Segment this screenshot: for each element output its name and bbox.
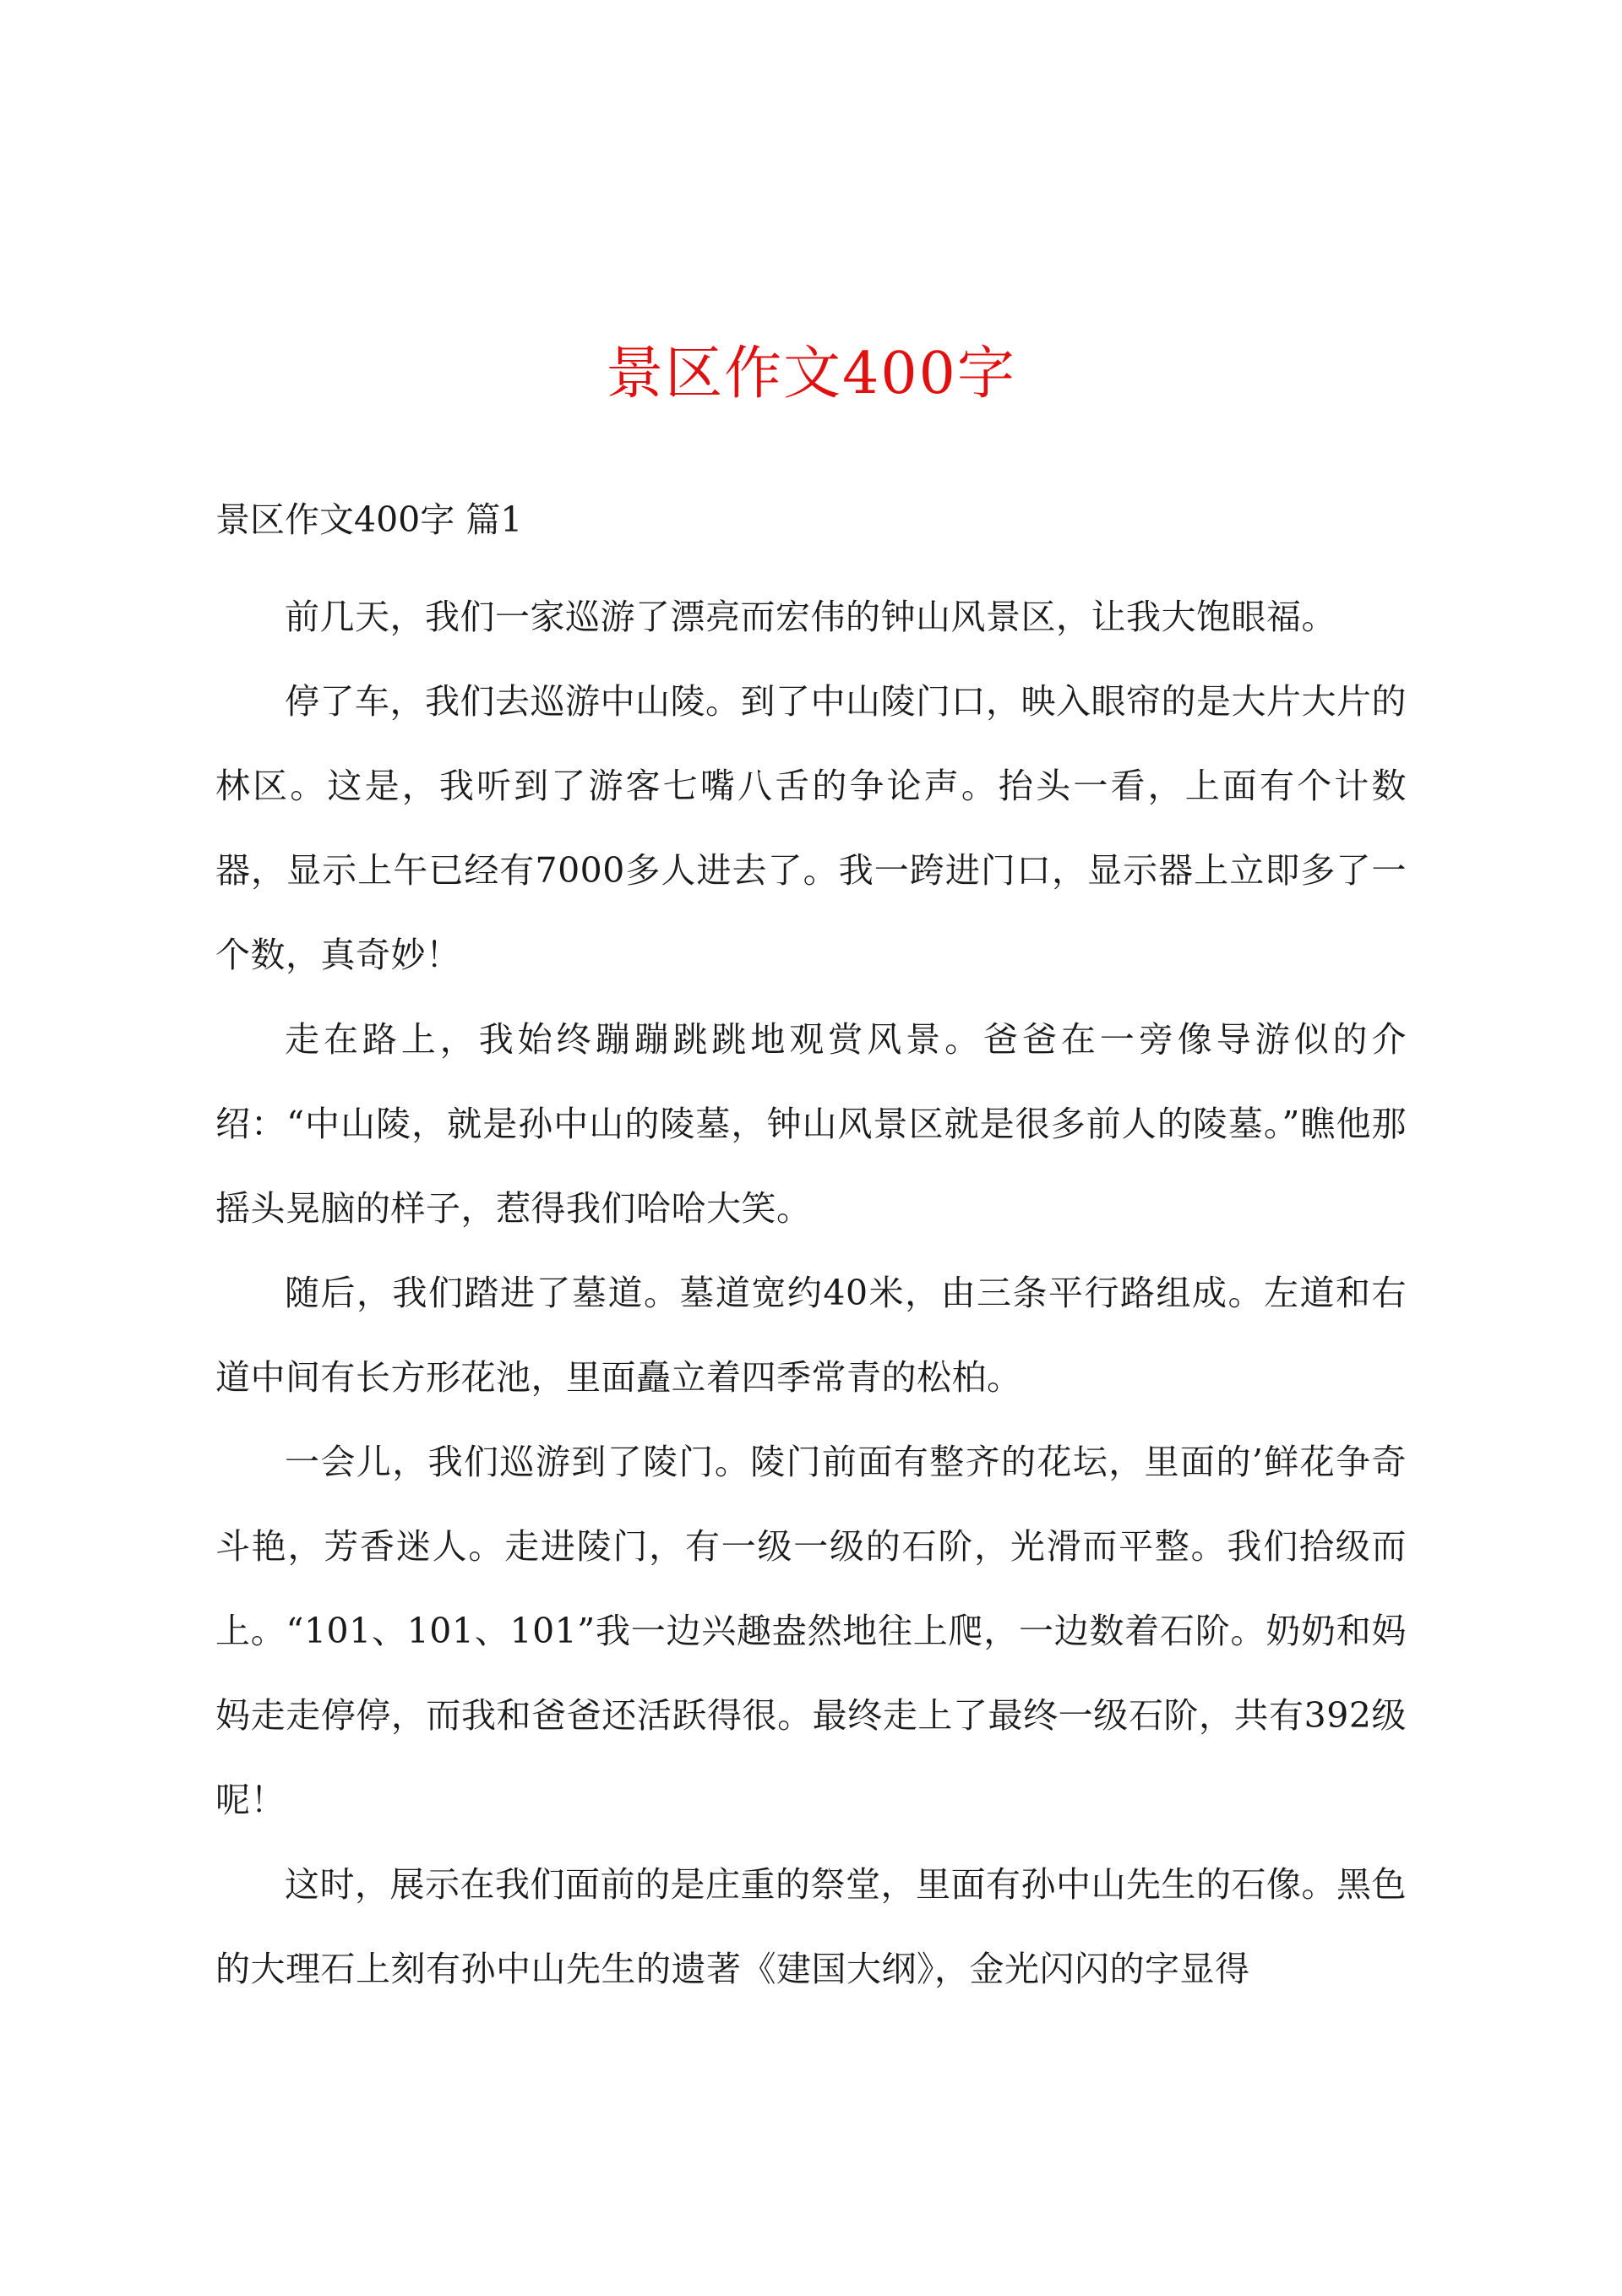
document-body xyxy=(215,490,1407,2011)
paragraph-3: 走在路上，我始终蹦蹦跳跳地观赏风景。爸爸在一旁像导游似的介绍：“中山陵，就是孙中山的陵墓，钟山风景区就是很多前人的陵墓。”瞧他那摇头晃脑的样子，惹得我们哈哈大笑。 xyxy=(215,1019,1407,1229)
section-heading: 景区作文400字 篇1 xyxy=(215,499,523,540)
paragraph-6: 这时，展示在我们面前的是庄重的祭堂，里面有孙中山先生的石像。黑色的大理石上刻有孙中山先生的遗著《建国大纲》，金光闪闪的字显得 xyxy=(215,1864,1407,1989)
paragraph-5: 一会儿，我们巡游到了陵门。陵门前面有整齐的花坛，里面的’鲜花争奇斗艳，芳香迷人。走进陵门，有一级一级的石阶，光滑而平整。我们拾级而上。“101、101、101”我一边兴趣盎然地往上爬，一边数着石阶。奶奶和妈妈走走停停，而我和爸爸还活跃得很。最终走上了最终一级石阶，共有392级呢！ xyxy=(215,1442,1407,1820)
paragraph-4: 随后，我们踏进了墓道。墓道宽约40米，由三条平行路组成。左道和右道中间有长方形花池，里面矗立着四季常青的松柏。 xyxy=(215,1273,1407,1398)
paragraph-2: 停了车，我们去巡游中山陵。到了中山陵门口，映入眼帘的是大片大片的林区。这是，我听到了游客七嘴八舌的争论声。抬头一看，上面有个计数器，显示上午已经有7000多人进去了。我一跨进门口，显示器上立即多了一个数，真奇妙！ xyxy=(215,681,1407,975)
paragraph-1: 前几天，我们一家巡游了漂亮而宏伟的钟山风景区，让我大饱眼福。 xyxy=(285,597,1336,637)
document-title: 景区作文400字 xyxy=(606,341,1016,407)
